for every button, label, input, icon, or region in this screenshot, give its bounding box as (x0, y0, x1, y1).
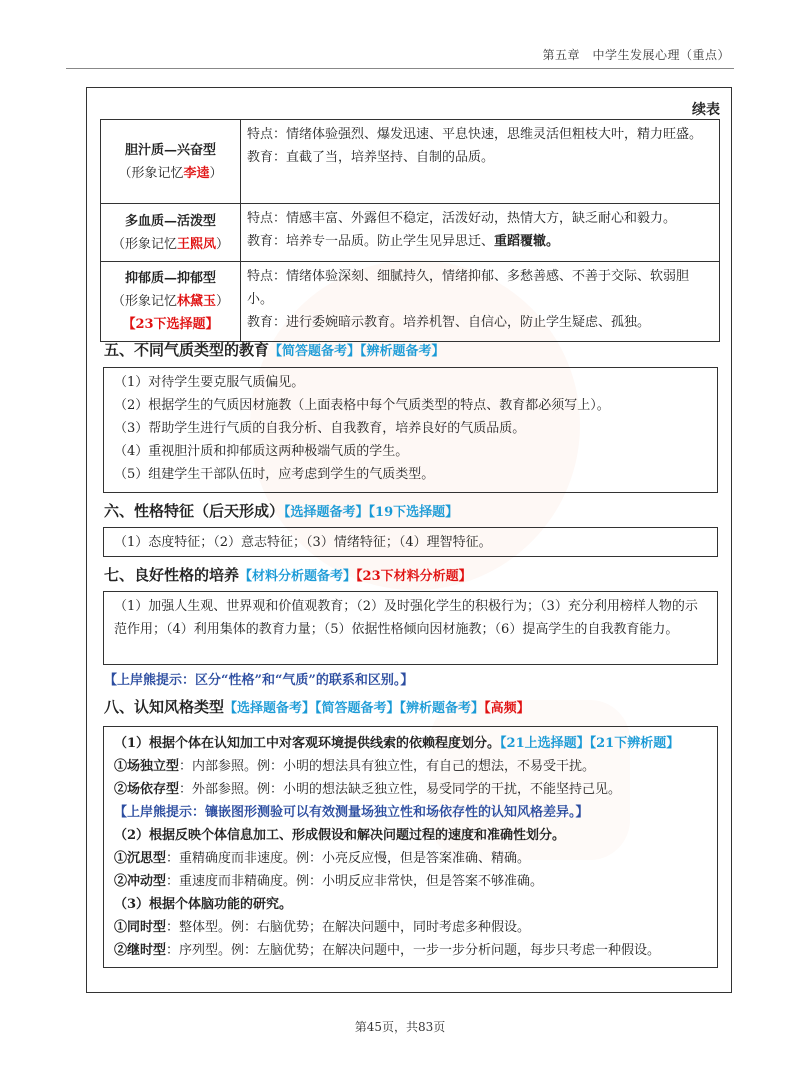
content-text: （1）态度特征；（2）意志特征；（3）情绪特征；（4）理智特征。 (114, 535, 492, 550)
traits-text: 特点：情绪体验深刻、细腻持久，情绪抑郁、多愁善感、不善于交际、软弱胆小。 (247, 269, 690, 307)
memo-prefix: （形象记忆 (111, 236, 177, 252)
item-label: ①同时型 (114, 920, 167, 935)
running-head: 第五章 中学生发展心理（重点） (542, 48, 730, 62)
section-title: 八、认知风格类型 (104, 698, 225, 716)
item-label: ①场独立型 (114, 759, 180, 774)
traits-text: 特点：情绪体验强烈、爆发迅速、平息快速，思维灵活但粗枝大叶，精力旺盛。 (247, 127, 703, 142)
education-text: 教育：直截了当，培养坚持、自制的品质。 (247, 150, 495, 165)
list-item: （2）根据学生的气质因材施教（上面表格中每个气质类型的特点、教育都必须写上）。 (114, 398, 610, 413)
traits-text: 特点：情感丰富、外露但不稳定，活泼好动，热情大方，缺乏耐心和毅力。 (247, 211, 677, 226)
education-text (247, 230, 713, 253)
section-title: 七、良好性格的培养 (104, 566, 240, 584)
item-label: ②场依存型 (114, 782, 180, 797)
item-text: ：外部参照。例：小明的想法缺乏独立性，易受同学的干扰，不能坚持己见。 (179, 782, 622, 797)
section-5-heading (104, 339, 445, 360)
exam-tag: 【简答题备考】 (315, 701, 400, 716)
table-row (101, 120, 720, 204)
item-text: ：整体型。例：右脑优势；在解决问题中，同时考虑多种假设。 (166, 920, 531, 935)
section-8-heading (104, 696, 530, 717)
type-name: 胆汁质—兴奋型 (124, 142, 216, 158)
item-text: ：内部参照。例：小明的想法具有独立性，有自己的想法，不易受干扰。 (179, 759, 596, 774)
type-name: 多血质—活泼型 (124, 213, 216, 229)
tip-note: 【上岸熊提示：镶嵌图形测验可以有效测量场独立性和场依存性的认知风格差异。】 (114, 805, 589, 820)
type-cell (101, 262, 241, 342)
subsection-title: （3）根据个体脑功能的研究。 (114, 897, 293, 912)
exam-tag: 【23下选择题】 (122, 317, 219, 332)
list-item (114, 916, 707, 939)
list-item (114, 755, 707, 778)
desc-cell (241, 204, 720, 262)
item-label: ①沉思型 (114, 851, 167, 866)
type-name: 抑郁质—抑郁型 (124, 271, 216, 286)
memo-name: 王熙凤 (176, 236, 216, 252)
section-6-heading (104, 500, 458, 521)
section-5-box (103, 367, 718, 493)
desc-cell (241, 120, 720, 204)
list-item (114, 778, 707, 801)
exam-tag: 【19下选择题】 (368, 505, 459, 520)
memo-name: 李逵 (183, 165, 210, 181)
list-item (114, 939, 707, 962)
exam-tag: 【辨析题备考】 (399, 701, 485, 716)
exam-tag: 【23下材料分析题】 (356, 569, 472, 584)
table-row (101, 204, 720, 262)
list-item: （4）重视胆汁质和抑郁质这两种极端气质的学生。 (114, 444, 409, 459)
list-item (114, 847, 707, 870)
list-item: （3）帮助学生进行气质的自我分析、自我教育，培养良好的气质品质。 (114, 421, 526, 436)
exam-tag: 【辨析题备考】 (360, 344, 445, 359)
desc-cell (241, 262, 720, 342)
item-text: ：重速度而非精确度。例：小明反应非常快，但是答案不够准确。 (166, 874, 544, 889)
item-label: ②继时型 (114, 943, 167, 958)
section-title: 六、性格特征（后天形成） (104, 502, 285, 520)
type-cell (101, 204, 241, 262)
content-text: （1）加强人生观、世界观和价值观教育；（2）及时强化学生的积极行为；（3）充分利用榜样人物的示范作用；（4）利用集体的教育力量；（5）依据性格倾向因材施教；（6）提高学生的自我教育能力。 (114, 599, 698, 637)
header-rule (66, 68, 734, 69)
section-6-box (103, 527, 718, 557)
education-bold: 重蹈覆辙。 (494, 234, 560, 249)
section-8-box (103, 726, 718, 968)
table-row (101, 262, 720, 342)
exam-tag: 【21上选择题】【21下辨析题】 (500, 736, 680, 751)
memo-suffix: ） (209, 165, 223, 181)
section-title: 五、不同气质类型的教育 (104, 341, 270, 359)
subsection-title-text: （1）根据个体在认知加工中对客观环境提供线索的依赖程度划分。 (114, 736, 501, 751)
exam-tag: 【材料分析题备考】 (239, 569, 357, 584)
exam-tag: 【选择题备考】 (224, 701, 316, 716)
education-plain: 教育：培养专一品质。防止学生见异思迁、 (247, 234, 495, 249)
exam-tag: 【选择题备考】 (284, 505, 369, 520)
memo-prefix: （形象记忆 (111, 294, 177, 309)
education-text: 教育：进行委婉暗示教育。培养机智、自信心，防止学生疑虑、孤独。 (247, 315, 651, 330)
subsection-title: （2）根据反映个体信息加工、形成假设和解决问题过程的速度和准确性划分。 (114, 828, 566, 843)
list-item (114, 870, 707, 893)
item-label: ②冲动型 (114, 874, 167, 889)
section-7-box (103, 591, 718, 665)
memo-prefix: （形象记忆 (118, 165, 184, 181)
tip-note: 【上岸熊提示：区分“性格”和“气质”的联系和区别。】 (104, 673, 414, 688)
exam-tag: 【简答题备考】 (269, 344, 361, 359)
memo-suffix: ） (216, 236, 230, 252)
memo-name: 林黛玉 (176, 294, 216, 309)
temperament-table (100, 119, 720, 342)
memo-suffix: ） (216, 294, 230, 309)
item-text: ：重精确度而非速度。例：小亮反应慢，但是答案准确、精确。 (166, 851, 531, 866)
subsection-title (114, 732, 707, 755)
exam-tag: 【高频】 (484, 701, 530, 716)
list-item: （5）组建学生干部队伍时，应考虑到学生的气质类型。 (114, 467, 435, 482)
page-number: 第45页，共83页 (354, 1020, 446, 1034)
list-item: （1）对待学生要克服气质偏见。 (114, 375, 305, 390)
item-text: ：序列型。例：左脑优势；在解决问题中，一步一步分析问题，每步只考虑一种假设。 (166, 943, 661, 958)
section-7-heading (104, 564, 472, 585)
continued-label: 续表 (692, 102, 720, 118)
type-cell (101, 120, 241, 204)
